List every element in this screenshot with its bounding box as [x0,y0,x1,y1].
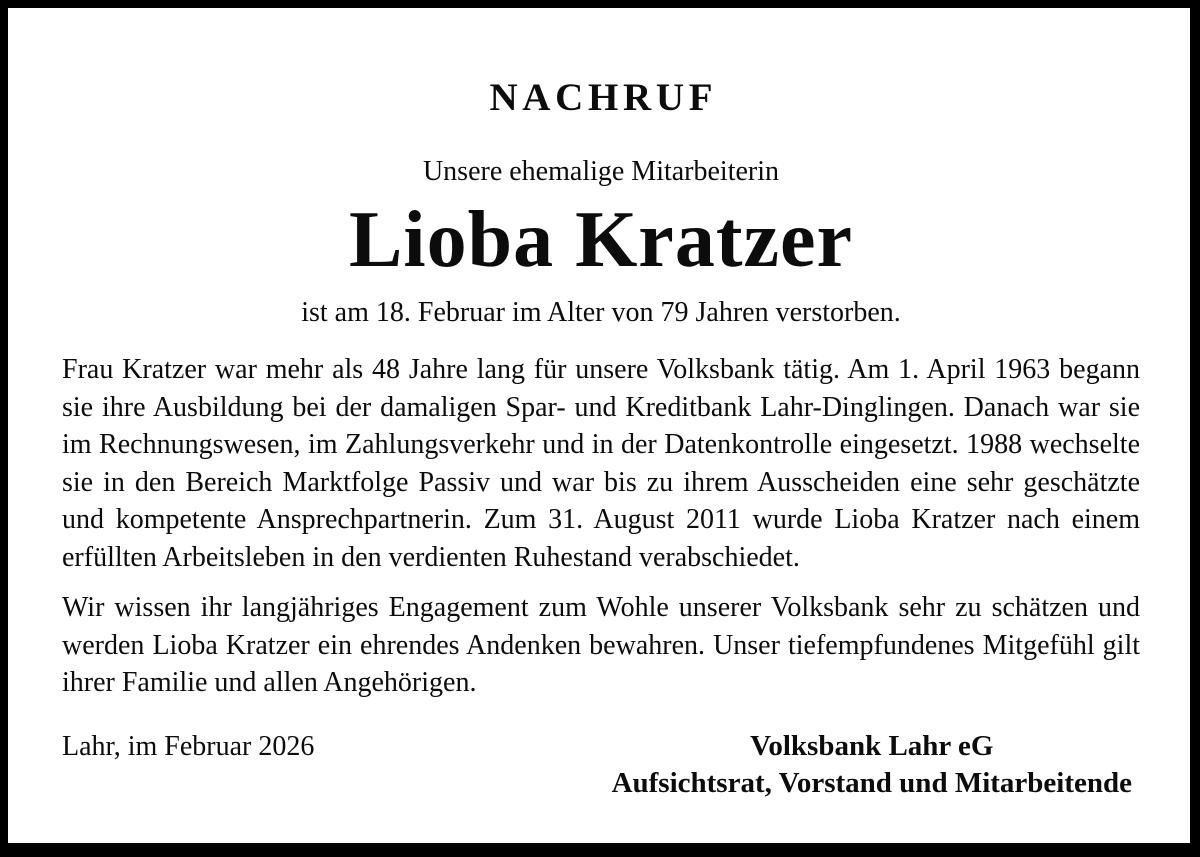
obituary-notice [8,78,1190,803]
signature-organization: Volksbank Lahr eG [750,729,994,762]
signature-block [612,728,1132,803]
deceased-name: Lioba Kratzer [349,196,853,284]
body-paragraph-career: Frau Kratzer war mehr als 48 Jahre lang für unsere Volksbank tätig. Am 1. April 1963 begann sie ihre Ausbildung bei der damaligen Spar- und Kreditbank Lahr-Dinglingen. Danach war sie im Rechnungswesen, im Zahlungsverkehr und in der Datenkontrolle eingesetzt. 1988 wechselte sie in den Bereich Marktfolge Passiv und war bis zu ihrem Ausscheiden eine sehr geschätzte und kompetente Ansprechpartnerin. Zum 31. August 2011 wurde Lioba Kratzer nach einem erfüllten Arbeitsleben in den verdienten Ruhestand verabschiedet. [62,354,1140,573]
body-paragraph-condolence: Wir wissen ihr langjähriges Engagement zum Wohle unserer Volksbank sehr zu schätzen und werden Lioba Kratzer ein ehrendes Andenken bewahren. Unser tiefempfundenes Mitgefühl gilt ihrer Familie und allen Angehörigen. [62,592,1140,698]
footer-row [62,728,1140,803]
place-and-date: Lahr, im Februar 2026 [62,730,315,762]
intro-line: Unsere ehemalige Mitarbeiterin [422,156,780,187]
death-notice-line: ist am 18. Februar im Alter von 79 Jahren verstorben. [301,297,901,328]
obituary-header: NACHRUF [489,76,718,119]
signature-roles: Aufsichtsrat, Vorstand und Mitarbeitende [611,767,1132,799]
